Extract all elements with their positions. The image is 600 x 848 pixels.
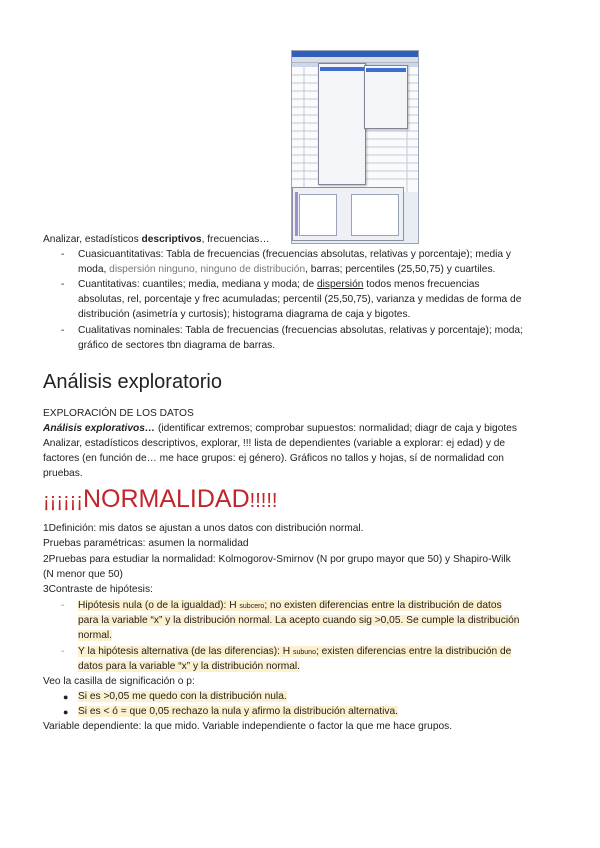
- intro-line: Analizar, estadísticos descriptivos, frecuencias…: [43, 234, 270, 245]
- dash-bullet: -: [61, 646, 65, 657]
- dash-bullet: -: [61, 600, 65, 611]
- dash-bullet: -: [61, 249, 65, 260]
- screenshot-submenu-highlight: [366, 68, 406, 72]
- item-cuali-line2: gráfico de sectores tbn diagrama de barras.: [78, 340, 276, 351]
- parametric-line: Pruebas paramétricas: asumen la normalidad: [43, 538, 249, 549]
- variables-line: Variable dependiente: la que mido. Variable independiente o factor la que me hace grupos.: [43, 721, 453, 732]
- item-cuanti-line1: Cuantitativas: cuantiles; media, mediana y moda; de dispersión todos menos frecuencias: [78, 279, 480, 290]
- exploratory-line2: Analizar, estadísticos descriptivos, explorar, !!! lista de dependientes (variable a explorar: ej edad) y de: [43, 438, 506, 449]
- tests-line2: (N menor que 50): [43, 569, 123, 580]
- screenshot-dialog: [292, 187, 404, 241]
- decision-bullet2: Si es < ó = que 0,05 rechazo la nula y afirmo la distribución alternativa.: [78, 706, 398, 717]
- h0-line2: para la variable “x” y la distribución normal. La acepto cuando sig >0,05. Se cumple la distribución: [78, 615, 520, 626]
- significance-line: Veo la casilla de significación o p:: [43, 676, 195, 687]
- item-cuali-line1: Cualitativas nominales: Tabla de frecuencias (frecuencias absolutas, relativas y porcentaje); moda;: [78, 325, 523, 336]
- item-cuanti-line2: absolutas, rel, porcentaje y frec acumuladas; percentil (25,50,75), varianza y medidas de forma de: [78, 294, 522, 305]
- h0-line3: normal.: [78, 630, 112, 641]
- spss-menu-screenshot: [291, 50, 419, 244]
- screenshot-analyze-menu: [318, 63, 366, 185]
- section-subtitle: EXPLORACIÓN DE LOS DATOS: [43, 408, 194, 419]
- h0-line1: Hipótesis nula (o de la igualdad): H subcero; no existen diferencias entre la distribución de datos: [78, 600, 502, 611]
- screenshot-dialog-variable-list: [299, 194, 337, 236]
- exploratory-line3: factores (en función de… me hace grupos: ej género). Gráficos no tallos y hojas, sí de normalidad con: [43, 453, 504, 464]
- screenshot-dialog-side: [295, 192, 298, 236]
- h1-line1: Y la hipótesis alternativa (de las diferencias): H subuno; existen diferencias entre la distribución de: [78, 646, 512, 657]
- screenshot-descriptives-submenu: [364, 65, 408, 129]
- tests-line1: 2Pruebas para estudiar la normalidad: Kolmogorov-Smirnov (N por grupo mayor que 50) y Shapiro-Wilk: [43, 554, 511, 565]
- contrast-line: 3Contraste de hipótesis:: [43, 584, 153, 595]
- screenshot-menu-highlight: [320, 67, 364, 71]
- screenshot-dialog-selected-list: [351, 194, 399, 236]
- h1-line2: datos para la variable “x” y la distribución normal.: [78, 661, 300, 672]
- item-cuasi-line2: moda, dispersión ninguno, ninguno de distribución, barras; percentiles (25,50,75) y cuartiles.: [78, 264, 496, 275]
- normalidad-heading: ¡¡¡¡¡¡NORMALIDAD!!!!!: [43, 485, 278, 513]
- dot-bullet: ●: [63, 692, 69, 702]
- dot-bullet: ●: [63, 707, 69, 717]
- dash-bullet: -: [61, 325, 65, 336]
- exploratory-line4: pruebas.: [43, 468, 83, 479]
- item-cuasi-line1: Cuasicuantitativas: Tabla de frecuencias (frecuencias absolutas, relativas y porcentaje); media y: [78, 249, 512, 260]
- exploratory-line1: Análisis explorativos… (identificar extremos; comprobar supuestos: normalidad; diagr de caja y bigotes: [43, 423, 517, 434]
- definition-line: 1Definición: mis datos se ajustan a unos datos con distribución normal.: [43, 523, 364, 534]
- section-heading: Análisis exploratorio: [43, 371, 222, 393]
- decision-bullet1: Si es >0,05 me quedo con la distribución nula.: [78, 691, 287, 702]
- item-cuanti-line3: distribución (asimetría y curtosis); histograma diagrama de caja y bigotes.: [78, 309, 411, 320]
- dash-bullet: -: [61, 279, 65, 290]
